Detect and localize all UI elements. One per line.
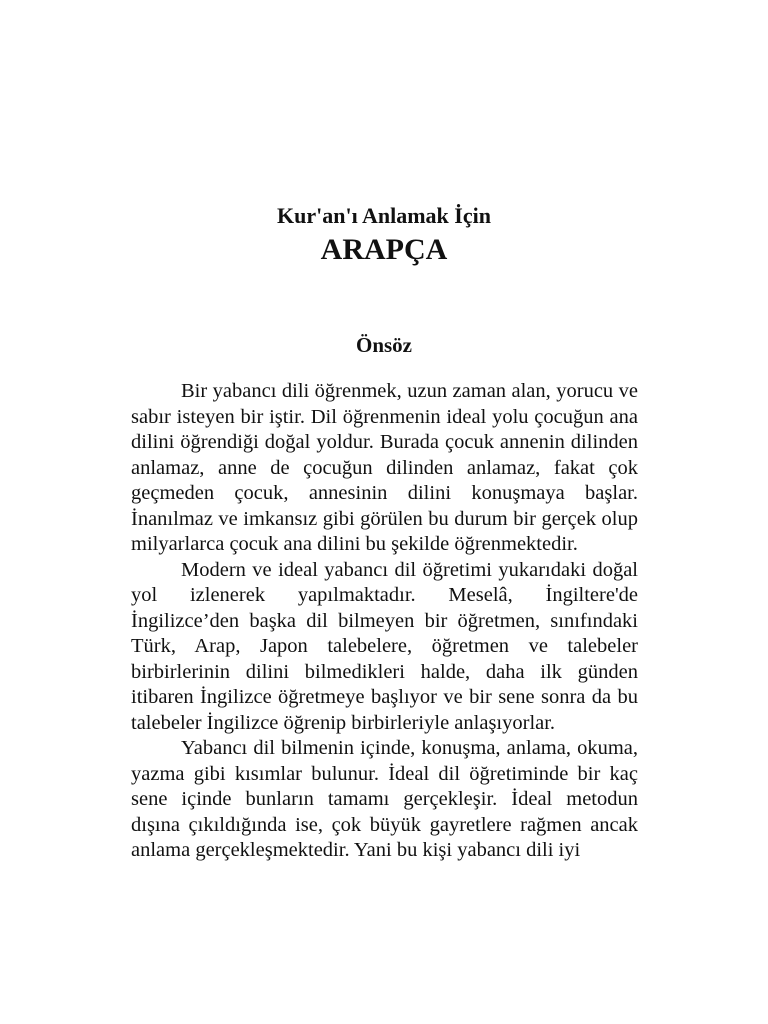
book-subtitle: Kur'an'ı Anlamak İçin — [277, 203, 491, 228]
body-text — [131, 379, 638, 864]
section-heading: Önsöz — [355, 333, 412, 357]
paragraph: Modern ve ideal yabancı dil öğretimi yukarıdaki doğal yol izlenerek yapılmaktadır. Meselâ, İngiltere'de İngilizce’den başka dil bilmeyen bir öğretmen, sınıfındaki Türk, Arap, Japon talebelere, öğretmen ve talebeler birbirlerinin dilini bilmedikleri halde, daha ilk günden itibaren İngilizce öğretmeye başlıyor ve bir sene sonra da bu talebeler İngilizce öğrenip birbirleriyle anlaşıyorlar. — [131, 558, 638, 734]
paragraph: Bir yabancı dili öğrenmek, uzun zaman alan, yorucu ve sabır isteyen bir iştir. Dil öğrenmenin ideal yolu çocuğun ana dilini öğrendiği doğal yoldur. Burada çocuk annenin dilinden anlamaz, anne de çocuğun dilinden anlamaz, fakat çok geçmeden çocuk, annesinin dilini konuşmaya başlar. İnanılmaz ve imkansız gibi görülen bu durum bir gerçek olup milyarlarca çocuk ana dilini bu şekilde öğrenmektedir. — [131, 380, 638, 555]
book-title: ARAPÇA — [320, 233, 448, 266]
paragraph: Yabancı dil bilmenin içinde, konuşma, anlama, okuma, yazma gibi kısımlar bulunur. İdeal dil öğretiminde bir kaç sene içinde bunların tamamı gerçekleşir. İdeal metodun dışına çıkıldığında ise, çok büyük gayretlere rağmen ancak anlama gerçekleşmektedir. Yani bu kişi yabancı dili iyi — [131, 737, 638, 861]
